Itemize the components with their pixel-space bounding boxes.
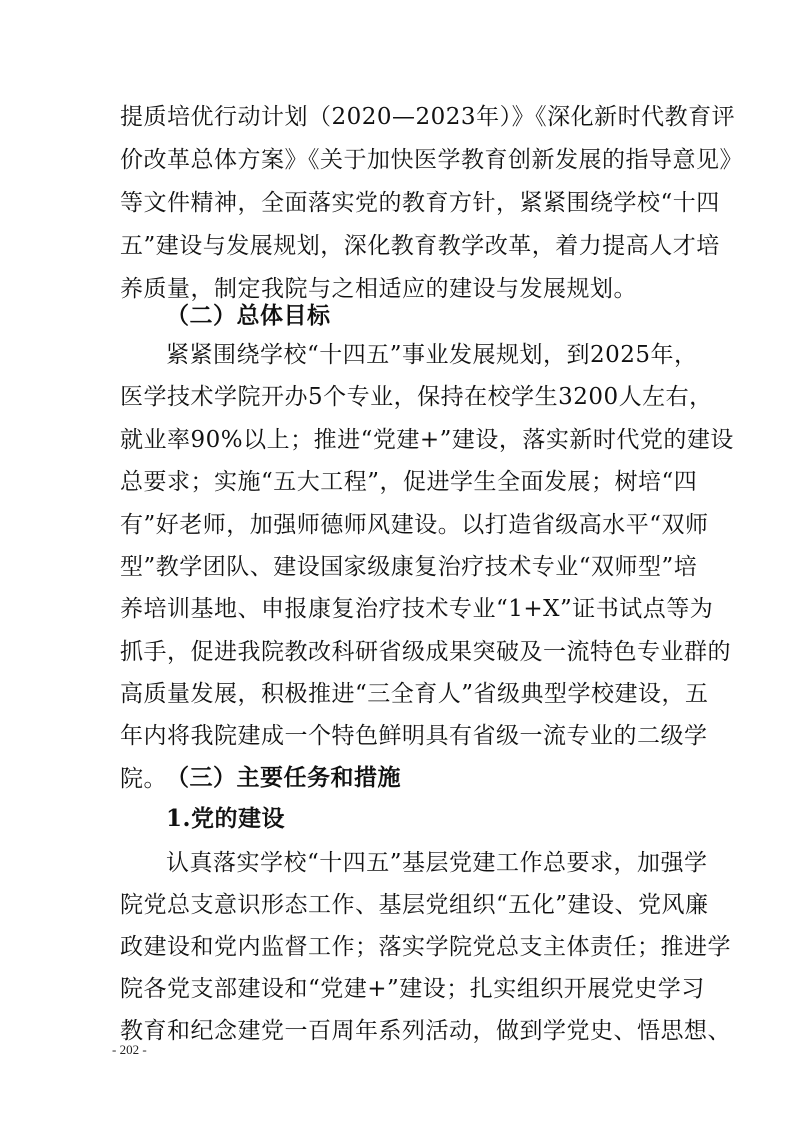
body-text-line: 医学技术学院开办5个专业，保持在校学生3200人左右， [120, 384, 713, 410]
body-text-line: 紧紧围绕学校“十四五”事业发展规划，到2025年， [166, 342, 698, 368]
body-text-line: 提质培优行动计划（2020—2023年）》《深化新时代教育评 [120, 104, 736, 130]
body-text-line: 就业率90%以上；推进“党建+”建设，落实新时代党的建设 [120, 427, 734, 453]
body-text-line: 养质量，制定我院与之相适应的建设与发展规划。 [120, 276, 637, 302]
body-text-line: 有”好老师，加强师德师风建设。以打造省级高水平“双师 [120, 512, 709, 538]
body-text-line: 型”教学团队、建设国家级康复治疗技术专业“双师型”培 [120, 554, 698, 580]
body-text-line: 认真落实学校“十四五”基层党建工作总要求，加强学 [166, 850, 708, 876]
body-text-line: 价改革总体方案》《关于加快医学教育创新发展的指导意见》 [120, 147, 743, 173]
body-text-line: 养培训基地、申报康复治疗技术专业“1+X”证书试点等为 [120, 596, 714, 622]
body-text-line: 院各党支部建设和“党建+”建设；扎实组织开展党史学习 [120, 976, 705, 1002]
body-text-line: 院党总支意识形态工作、基层党组织“五化”建设、党风廉 [120, 892, 709, 918]
body-text-line: 政建设和党内监督工作；落实学院党总支主体责任；推进学 [120, 934, 731, 960]
body-text-line: 等文件精神，全面落实党的教育方针，紧紧围绕学校“十四 [120, 190, 720, 216]
body-text-line: 高质量发展，积极推进“三全育人”省级典型学校建设，五 [120, 681, 709, 707]
body-text-line: 年内将我院建成一个特色鲜明具有省级一流专业的二级学 [120, 723, 708, 749]
page-number: - 202 - [112, 1042, 147, 1057]
body-text-line: 院。 [120, 766, 167, 792]
body-text-line: 总要求；实施“五大工程”，促进学生全面发展；树培“四 [120, 469, 698, 495]
body-text-line: 教育和纪念建党一百周年系列活动，做到学党史、悟思想、 [120, 1018, 731, 1044]
section-heading-main-tasks: （三）主要任务和措施 [166, 764, 401, 791]
body-text-line: 五”建设与发展规划，深化教育教学改革，着力提高人才培 [120, 233, 720, 259]
section-heading-overall-goal: （二）总体目标 [166, 302, 331, 329]
subsection-heading-party-building: 1.党的建设 [166, 805, 286, 832]
body-text-line: 抓手，促进我院教改科研省级成果突破及一流特色专业群的 [120, 639, 731, 665]
